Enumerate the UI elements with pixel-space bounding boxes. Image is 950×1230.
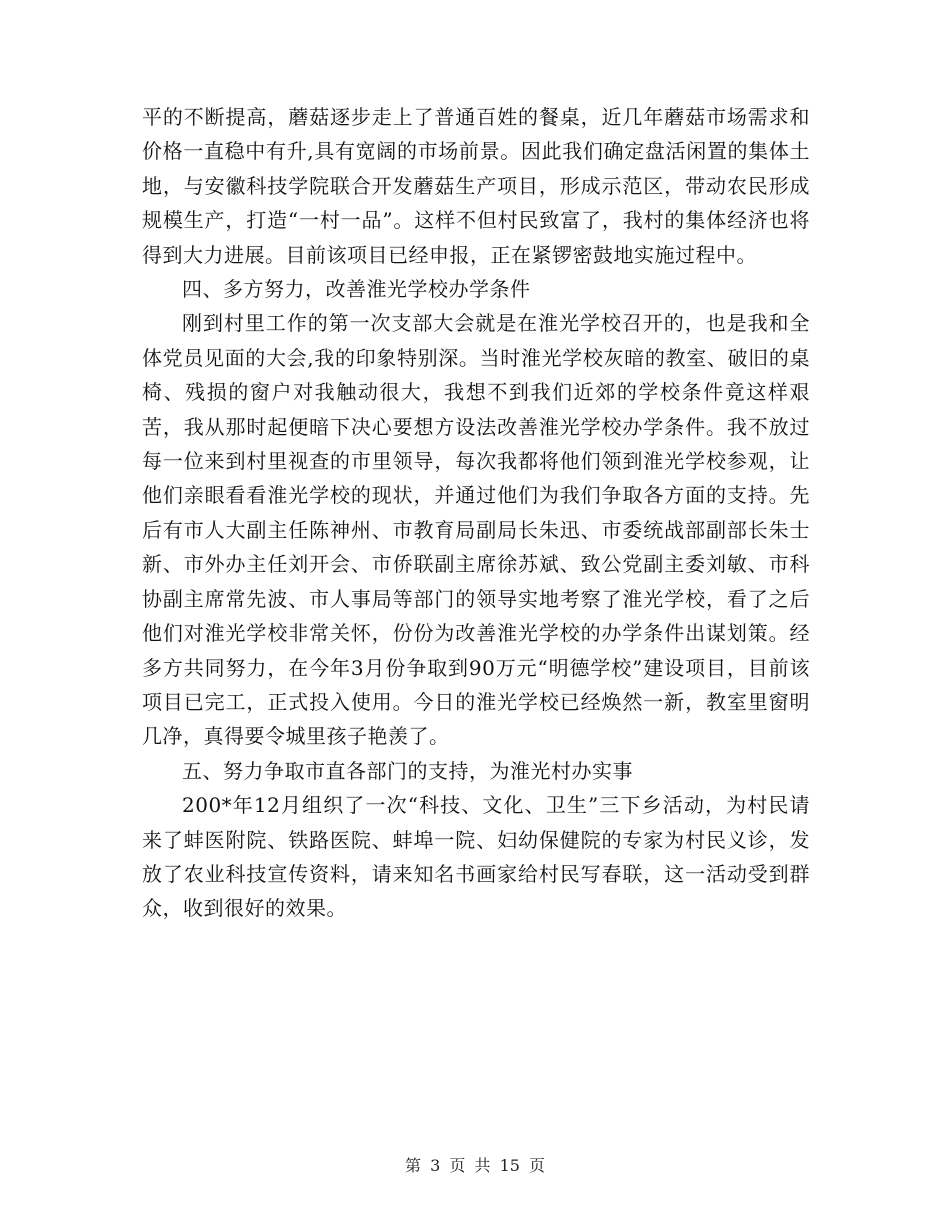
section-heading-4: 四、多方努力，改善淮光学校办学条件 — [182, 277, 531, 302]
page-footer — [0, 1156, 950, 1176]
footer-total-pages: 15 — [499, 1156, 520, 1175]
footer-page-number: 3 — [430, 1156, 441, 1175]
body-paragraph-3: 200*年12月组织了一次“科技、文化、卫生”三下乡活动，为村民请来了蚌医附院、铁路医院、蚌埠一院、妇幼保健院的专家为村民义诊，发放了农业科技宣传资料，请来知名书画家给村民写春联，这一活动受到群众，收到很好的效果。 — [142, 793, 810, 921]
footer-total-suffix: 页 — [529, 1156, 546, 1175]
footer-page-prefix: 第 — [404, 1156, 421, 1175]
document-body — [142, 100, 810, 926]
body-paragraph-1: 平的不断提高，蘑菇逐步走上了普通百姓的餐桌，近几年蘑菇市场需求和价格一直稳中有升,具有宽阔的市场前景。因此我们确定盘活闲置的集体土地，与安徽科技学院联合开发蘑菇生产项目，形成示范区，带动农民形成规模生产，打造“一村一品”。这样不但村民致富了，我村的集体经济也将得到大力进展。目前该项目已经申报，正在紧锣密鼓地实施过程中。 — [142, 105, 810, 267]
section-heading-5: 五、努力争取市直各部门的支持，为淮光村办实事 — [182, 758, 633, 783]
footer-total-prefix: 共 — [474, 1156, 491, 1175]
body-paragraph-2: 刚到村里工作的第一次支部大会就是在淮光学校召开的，也是我和全体党员见面的大会,我的印象特别深。当时淮光学校灰暗的教室、破旧的桌椅、残损的窗户对我触动很大，我想不到我们近郊的学校条件竟这样艰苦，我从那时起便暗下决心要想方设法改善淮光学校办学条件。我不放过每一位来到村里视查的市里领导，每次我都将他们领到淮光学校参观，让他们亲眼看看淮光学校的现状，并通过他们为我们争取各方面的支持。先后有市人大副主任陈神州、市教育局副局长朱迅、市委统战部副部长朱士新、市外办主任刘开会、市侨联副主席徐苏斌、致公党副主委刘敏、市科协副主席常先波、市人事局等部门的领导实地考察了淮光学校，看了之后他们对淮光学校非常关怀，份份为改善淮光学校的办学条件出谋划策。经多方共同努力，在今年3月份争取到90万元“明德学校”建设项目，目前该项目已完工，正式投入使用。今日的淮光学校已经焕然一新，教室里窗明几净，真得要令城里孩子艳羡了。 — [142, 311, 810, 749]
footer-page-mid: 页 — [449, 1156, 466, 1175]
